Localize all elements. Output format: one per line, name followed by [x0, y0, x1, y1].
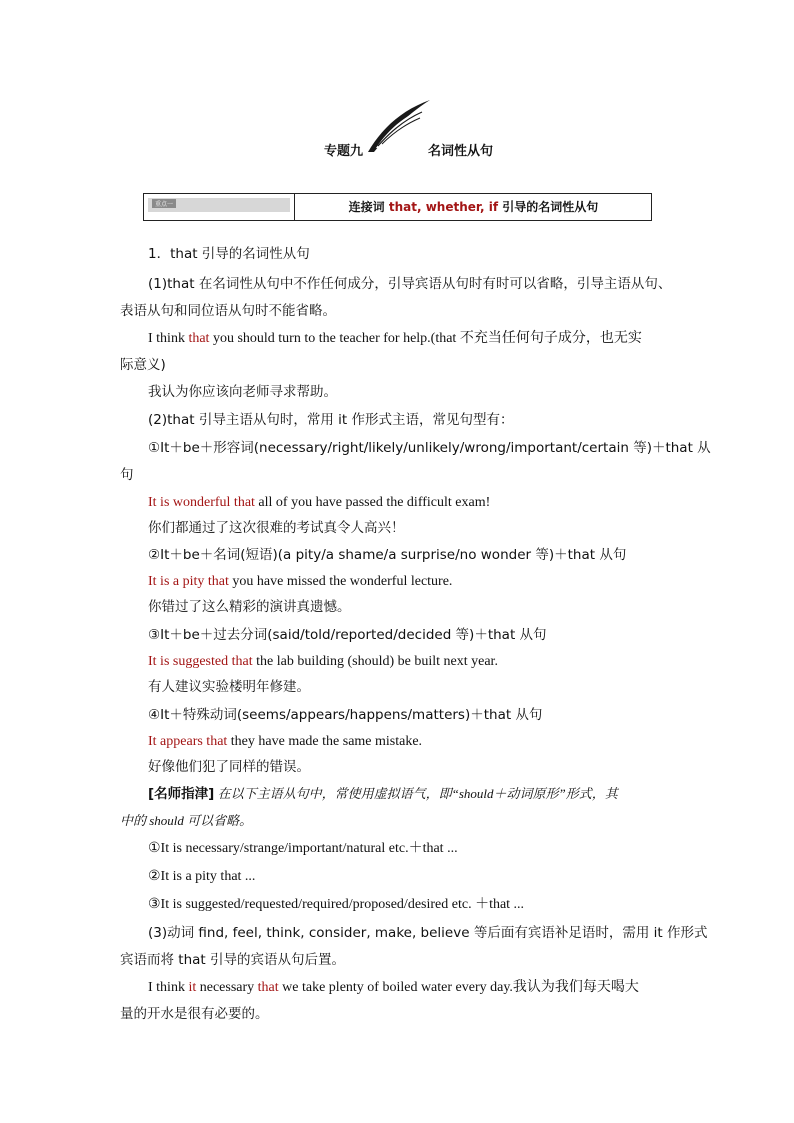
example-2-rest: all of you have passed the difficult exam!	[254, 495, 491, 510]
teacher-tip-line-2: 中的 should 可以省略。	[120, 813, 253, 828]
paragraph-3-line-2: 宾语而将 that 引导的宾语从句后置。	[120, 952, 345, 968]
pattern-4: ④It＋特殊动词(seems/appears/happens/matters)＋that 从句	[148, 707, 543, 723]
example-1-part-b: you should turn to the teacher for help.(that 不充当任何句子成分，也无实	[209, 331, 642, 346]
example-6-part-c: we take plenty of boiled water every day.我认为我们每天喝大	[278, 980, 639, 995]
example-4	[120, 651, 680, 672]
section-tag	[148, 198, 290, 212]
topic-title: 名词性从句	[428, 144, 494, 159]
example-6	[120, 977, 680, 998]
example-6-line-2: 量的开水是很有必要的。	[120, 1006, 269, 1022]
example-1-translation: 我认为你应该向老师寻求帮助。	[148, 384, 337, 400]
pattern-1-line-2: 句	[120, 467, 134, 483]
tip-list-item-3: ③It is suggested/requested/required/proposed/desired etc. ＋that ...	[148, 897, 525, 912]
section-tag-label: 重点一	[152, 199, 176, 208]
example-6-part-b: necessary	[196, 980, 258, 995]
heading-that-clause: 1．that 引导的名词性从句	[148, 246, 310, 262]
example-2-keyword: It is wonderful that	[148, 495, 255, 510]
page-header	[0, 96, 794, 166]
example-3	[120, 571, 680, 592]
example-2	[120, 492, 680, 513]
topic-number: 专题九	[324, 144, 364, 159]
pattern-2: ②It＋be＋名词(短语)(a pity/a shame/a surprise/no wonder 等)＋that 从句	[148, 547, 627, 563]
paragraph-3-line-1: (3)动词 find, feel, think, consider, make, believe 等后面有宾语补足语时，需用 it 作形式	[148, 925, 708, 941]
example-2-translation: 你们都通过了这次很难的考试真令人高兴！	[148, 520, 405, 536]
example-1-part-a: I think	[148, 331, 189, 346]
example-3-translation: 你错过了这么精彩的演讲真遗憾。	[148, 599, 351, 615]
tip-list-item-1: ①It is necessary/strange/important/natural etc.＋that ...	[148, 841, 458, 856]
example-4-translation: 有人建议实验楼明年修建。	[148, 679, 310, 695]
example-5-translation: 好像他们犯了同样的错误。	[148, 759, 310, 775]
example-3-rest: you have missed the wonderful lecture.	[228, 574, 453, 589]
example-1-line-2: 际意义)	[120, 357, 166, 373]
paragraph-1-line-1: (1)that 在名词性从句中不作任何成分，引导宾语从句时有时可以省略，引导主语从句、	[148, 276, 672, 292]
pattern-3: ③It＋be＋过去分词(said/told/reported/decided 等)＋that 从句	[148, 627, 547, 643]
example-1	[120, 328, 680, 349]
example-6-part-a: I think	[148, 980, 189, 995]
section-divider	[294, 194, 295, 220]
example-4-rest: the lab building (should) be built next year.	[252, 654, 498, 669]
example-1-keyword: that	[188, 331, 210, 346]
teacher-tip-label: [名师指津]	[148, 786, 215, 802]
example-4-keyword: It is suggested that	[148, 654, 253, 669]
paragraph-1-line-2: 表语从句和同位语从句时不能省略。	[120, 303, 336, 319]
example-5-keyword: It appears that	[148, 734, 228, 749]
example-5	[120, 731, 680, 752]
example-5-rest: they have made the same mistake.	[227, 734, 423, 749]
section-title-suffix: 引导的名词性从句	[498, 200, 599, 214]
tip-list-item-2: ②It is a pity that ...	[148, 869, 256, 884]
teacher-tip-text: 在以下主语从句中，常使用虚拟语气，即“should＋动词原形”形式，其	[214, 786, 618, 801]
paragraph-2: (2)that 引导主语从句时，常用 it 作形式主语，常见句型有：	[148, 412, 514, 428]
section-title-prefix: 连接词	[348, 200, 389, 214]
section-header-box	[143, 193, 652, 221]
section-title	[296, 194, 651, 220]
example-6-keyword-it: it	[188, 980, 197, 995]
teacher-tip-line-1	[120, 784, 680, 804]
section-title-keywords: that, whether, if	[388, 200, 499, 214]
example-3-keyword: It is a pity that	[148, 574, 229, 589]
pattern-1-line-1: ①It＋be＋形容词(necessary/right/likely/unlikely/wrong/important/certain 等)＋that 从	[148, 440, 711, 456]
swoosh-logo-icon	[364, 98, 432, 154]
example-6-keyword-that: that	[257, 980, 279, 995]
